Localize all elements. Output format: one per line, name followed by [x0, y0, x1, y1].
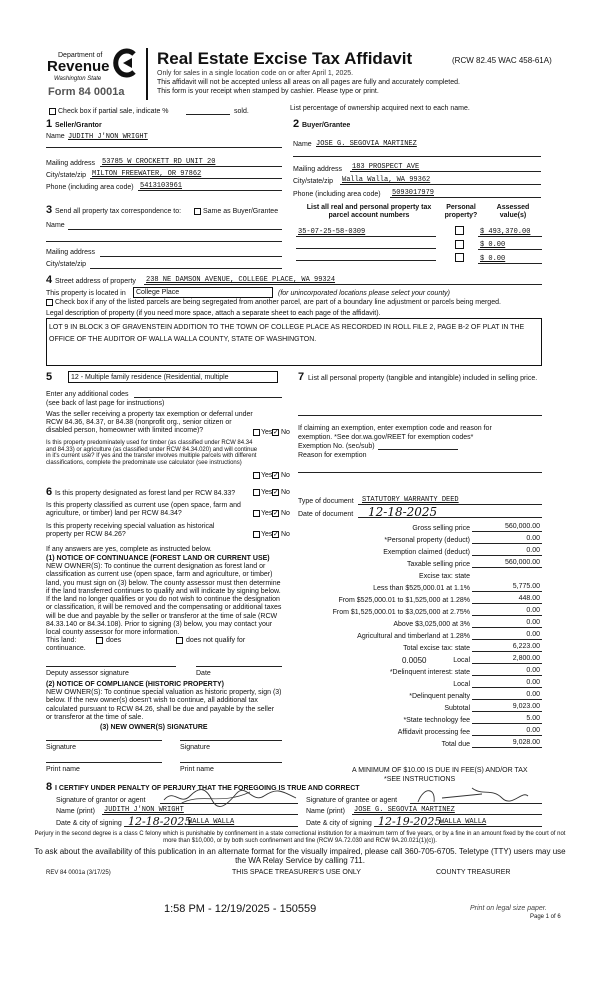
section3-heading: Send all property tax correspondence to: — [55, 208, 182, 215]
delinquent-interest-local-label: Local — [453, 681, 470, 688]
current-use-question: Is this property classified as current use (open space, farm and agriculture, or timber) land per RCW 84.34? — [46, 502, 241, 517]
agricultural-tax-label: Agricultural and timberland at 1.28% — [357, 633, 470, 640]
notice2-title: (2) NOTICE OF COMPLIANCE (HISTORIC PROPERTY) — [46, 681, 224, 688]
seller-city-line — [90, 178, 282, 179]
section3-blank-line — [46, 241, 282, 242]
personal-property-deduct-label: *Personal property (deduct) — [384, 537, 470, 544]
doc-date-label: Date of document — [298, 511, 354, 518]
exemption-claimed-line — [472, 555, 542, 556]
timber-no-checkbox[interactable]: ✓ — [273, 472, 279, 479]
grantee-date-field[interactable]: 12-19-2025 — [378, 815, 442, 828]
grantee-name-label: Name (print) — [306, 808, 345, 815]
tier1-tax-value[interactable]: 5,775.00 — [512, 583, 540, 590]
print-name-label-1: Print name — [46, 766, 80, 773]
header-note2: This affidavit will not be accepted unless all areas on all pages are fully and accurately completed. — [157, 79, 460, 86]
seller-name-field[interactable]: JUDITH J'NON WRIGHT — [68, 133, 148, 141]
buyer-name-field[interactable]: JOSE G. SEGOVIA MARTINEZ — [316, 140, 417, 148]
local-rate[interactable]: 0.0050 — [402, 656, 427, 665]
total-excise-state-label: Total excise tax: state — [403, 645, 470, 652]
timber-yes-checkbox[interactable] — [253, 472, 260, 479]
grantee-city-field[interactable]: WALLA WALLA — [440, 818, 487, 826]
buyer-phone-field[interactable]: 5093017979 — [392, 189, 435, 197]
notice3-title: (3) NEW OWNER(S) SIGNATURE — [100, 724, 208, 731]
reason-field[interactable] — [298, 472, 542, 473]
located-note: (for unincorporated locations please select your county) — [278, 290, 450, 297]
assessed-line-1 — [478, 236, 542, 237]
seller-city-label: City/state/zip — [46, 172, 87, 179]
tier3-tax-line — [472, 615, 542, 616]
answers-note: If any answers are yes, complete as instructed below. — [46, 546, 212, 553]
does-not-qualify-checkbox[interactable] — [176, 637, 183, 644]
timber-question: Is this property predominately used for timber (as classified under RCW 84.34 and 84.33) or agriculture (as classified under RCW 84.34.020) and will continue in it's current use? If yes and the transfer involves multiple parcels with different classifications, complete the predominate use calculator (see instructions) — [46, 440, 258, 466]
delinquent-interest-state-label: *Delinquent interest: state — [389, 669, 470, 676]
continuance-label: continuance. — [46, 645, 86, 652]
personal-property-field[interactable] — [298, 415, 542, 416]
delinquent-penalty-label: *Delinquent penalty — [409, 693, 470, 700]
does-qualify-checkbox[interactable] — [96, 637, 103, 644]
tier2-tax-line — [472, 603, 542, 604]
tier3-tax-label: From $1,525,000.01 to $3,025,000 at 2.75% — [332, 609, 470, 616]
ownership-note: List percentage of ownership acquired next to each name. — [290, 105, 470, 112]
delinquent-penalty-line — [472, 699, 542, 700]
legal-description-text: LOT 9 IN BLOCK 3 OF GRAVENSTEIN ADDITION TO THE TOWN OF COLLEGE PLACE AS RECORDED IN ROLL FILE 2, PAGE B-2 OF PLAT IN THE OFFICE OF THE AUDITOR OF WALLA WALLA COUNTY, STATE OF WASHINGTON. — [49, 324, 525, 343]
agricultural-tax-value[interactable]: 0.00 — [526, 631, 540, 638]
buyer-phone-label: Phone (including area code) — [293, 191, 381, 198]
parcel-number-1[interactable]: 35-07-25-58-0309 — [298, 228, 366, 236]
forest-no-checkbox[interactable]: ✓ — [273, 489, 279, 496]
buyer-mailing-field[interactable]: 183 PROSPECT AVE — [352, 163, 420, 171]
affidavit-processing-fee-value[interactable]: 0.00 — [526, 727, 540, 734]
local-label: Local — [453, 657, 470, 664]
taxable-selling-price-label: Taxable selling price — [406, 561, 470, 568]
grantor-date-field[interactable]: 12-18-2025 — [128, 815, 192, 828]
delinquent-interest-state-line — [472, 675, 542, 676]
form-title: Real Estate Excise Tax Affidavit — [157, 49, 413, 68]
tier4-tax-value[interactable]: 0.00 — [526, 619, 540, 626]
forest-no-label: No — [281, 489, 290, 496]
signature-label-1: Signature — [46, 744, 76, 751]
forest-question: Is this property designated as forest land per RCW 84.33? — [55, 490, 236, 497]
section3-city-field[interactable] — [90, 268, 282, 269]
treasurer-use-label: THIS SPACE TREASURER'S USE ONLY — [232, 869, 361, 876]
seller-mailing-field[interactable]: 53785 W CROCKETT RD UNIT 20 — [102, 158, 216, 166]
exemption-line1: If claiming an exemption, enter exemption code and reason for — [298, 425, 492, 432]
state-technology-fee-line — [472, 723, 542, 724]
forest-yes-label: Yes — [261, 489, 273, 496]
section3-number: 3 — [46, 204, 53, 216]
additional-codes-field[interactable] — [134, 397, 282, 398]
personal-property-deduct-value[interactable]: 0.00 — [526, 535, 540, 542]
this-land-label: This land: — [46, 637, 77, 644]
assessed-value-col-header: Assessed value(s) — [496, 204, 530, 219]
historic-no-checkbox[interactable]: ✓ — [273, 531, 279, 538]
seller-mailing-line — [100, 166, 282, 167]
excise-tax-state-label: Excise tax: state — [419, 573, 470, 580]
taxable-selling-price-line — [472, 567, 542, 568]
current-use-yes-label: Yes — [261, 510, 273, 517]
assessed-line-2 — [478, 249, 542, 250]
tier2-tax-label: From $525,000.01 to $1,525,000 at 1.28% — [338, 597, 470, 604]
tier4-tax-line — [472, 627, 542, 628]
local-value[interactable]: 2,800.00 — [512, 655, 540, 662]
subtotal-label: Subtotal — [444, 705, 470, 712]
exemption-claimed-label: Exemption claimed (deduct) — [383, 549, 470, 556]
dept-line3: Washington State — [54, 76, 102, 82]
new-owner-print-2[interactable] — [180, 762, 282, 763]
seller-blank-line — [46, 147, 282, 148]
dept-line1: Department of — [58, 52, 103, 59]
new-owner-print-1[interactable] — [46, 762, 162, 763]
segregated-checkbox[interactable] — [46, 299, 53, 306]
legal-paper-note: Print on legal size paper. — [470, 905, 547, 912]
total-excise-state-line — [472, 651, 542, 652]
delinquent-interest-state-value[interactable]: 0.00 — [526, 667, 540, 674]
delinquent-interest-local-line — [472, 687, 542, 688]
seller-name-label: Name — [46, 133, 65, 140]
exemption-no-checkbox[interactable]: ✓ — [273, 429, 279, 436]
grantee-signature-mark — [412, 784, 532, 808]
parcel-number-2[interactable] — [296, 248, 436, 249]
subtotal-value[interactable]: 9,023.00 — [512, 703, 540, 710]
form-number: Form 84 0001a — [48, 86, 125, 98]
taxable-selling-price-value[interactable]: 560,000.00 — [504, 559, 540, 566]
new-owner-signature-1[interactable] — [46, 740, 162, 741]
street-label: Street address of property — [55, 278, 136, 285]
street-field[interactable]: 238 NE DAMSON AVENUE, COLLEGE PLACE, WA 99324 — [146, 276, 336, 284]
notice2-body: NEW OWNER(S): To continue special valuation as historic property, sign (3) below. If the new owner(s) doesn't wish to continue, all additional tax calculated pursuant to RCW 84.26, shall be due and payable by the seller or transferor at the time of sale. — [46, 689, 282, 721]
partial-sale-label: Check box if partial sale, indicate % — [58, 108, 169, 115]
deputy-date-field[interactable] — [196, 666, 282, 667]
exemption-yes-checkbox[interactable] — [253, 429, 260, 436]
header-note3: This form is your receipt when stamped by cashier. Please type or print. — [157, 88, 379, 95]
total-due-label: Total due — [441, 741, 470, 748]
section1-number: 1 — [46, 118, 53, 130]
state-technology-fee-value[interactable]: 5.00 — [526, 715, 540, 722]
located-label: This property is located in — [46, 290, 126, 297]
notice1-title: (1) NOTICE OF CONTINUANCE (FOREST LAND OR CURRENT USE) — [46, 555, 270, 562]
deputy-date-label: Date — [196, 670, 211, 677]
buyer-name-label: Name — [293, 141, 312, 148]
grantee-date-line — [374, 826, 542, 827]
signature-label-2: Signature — [180, 744, 210, 751]
section3-mailing-field[interactable] — [100, 256, 282, 257]
exemption-claimed-value[interactable]: 0.00 — [526, 547, 540, 554]
partial-sale-checkbox[interactable] — [49, 108, 56, 115]
does-not-label: does not qualify for — [186, 637, 246, 644]
same-as-buyer-label: Same as Buyer/Grantee — [203, 208, 279, 215]
doc-date-line — [358, 517, 542, 518]
partial-sale-percent-field[interactable] — [186, 114, 230, 115]
assessed-value-2[interactable]: $ 0.00 — [480, 241, 506, 249]
doc-date-field[interactable]: 12-18-2025 — [368, 505, 438, 519]
does-label: does — [106, 637, 122, 644]
tier1-tax-label: Less than $525,000.01 at 1.1% — [373, 585, 470, 592]
personal-property-checkbox-2[interactable] — [455, 240, 464, 249]
section3-city-label: City/state/zip — [46, 261, 87, 268]
personal-property-checkbox-1[interactable] — [455, 226, 464, 235]
segregated-label: Check box if any of the listed parcels are being segregated from another parcel, are part of a boundary line adjustment or parcels being merged. — [55, 299, 501, 306]
page-number: Page 1 of 6 — [530, 914, 561, 920]
dept-logo-text: Revenue — [47, 58, 110, 75]
grantor-city-field[interactable]: WALLA WALLA — [188, 818, 235, 826]
additional-codes-label: Enter any additional codes — [46, 391, 129, 398]
buyer-city-label: City/state/zip — [293, 178, 334, 185]
buyer-blank-line — [293, 156, 541, 157]
delinquent-penalty-value[interactable]: 0.00 — [526, 691, 540, 698]
buyer-heading: Buyer/Grantee — [302, 122, 351, 129]
buyer-city-field[interactable]: Walla Walla, WA 99362 — [342, 176, 431, 184]
grantor-signature-label: Signature of grantor or agent — [56, 797, 146, 804]
personal-property-heading: List all personal property (tangible and intangible) included in selling price. — [308, 375, 538, 382]
section5-number: 5 — [46, 371, 53, 383]
same-as-buyer-checkbox[interactable] — [194, 208, 201, 215]
doc-type-label: Type of document — [298, 498, 354, 505]
form-rcw: (RCW 82.45 WAC 458-61A) — [452, 56, 552, 65]
seller-heading: Seller/Grantor — [55, 122, 102, 129]
see-back-note: (see back of last page for instructions) — [46, 400, 165, 407]
exemption-yes-label: Yes — [261, 429, 273, 436]
header-note1: Only for sales in a single location code on or after April 1, 2025. — [157, 70, 354, 77]
alternate-format-note: To ask about the availability of this publication in an alternate format for the visually impaired, please call 360-705-6705. Teletype (TTY) users may use the WA Relay Service by calling 711. — [34, 847, 566, 865]
buyer-mailing-label: Mailing address — [293, 166, 343, 173]
grantor-date-line — [124, 826, 298, 827]
revision-label: REV 84 0001a (3/17/25) — [46, 870, 111, 876]
partial-sale-sold: sold. — [234, 108, 249, 115]
timber-yes-label: Yes — [261, 472, 273, 479]
reason-label: Reason for exemption — [298, 452, 367, 459]
use-code-select[interactable] — [68, 371, 278, 383]
timestamp: 1:58 PM - 12/19/2025 - 150559 — [164, 903, 317, 915]
certify-heading: I CERTIFY UNDER PENALTY OF PERJURY THAT THE FOREGOING IS TRUE AND CORRECT — [55, 785, 360, 792]
header-divider — [146, 48, 148, 100]
tier1-tax-line — [472, 591, 542, 592]
gross-selling-price-label: Gross selling price — [412, 525, 470, 532]
assessed-line-3 — [478, 263, 542, 264]
use-code-value: 12 - Multiple family residence (Residential, multiple — [71, 374, 229, 381]
buyer-mailing-line — [350, 171, 541, 172]
subtotal-line — [472, 711, 542, 712]
current-use-no-label: No — [281, 510, 290, 517]
see-instructions: *SEE INSTRUCTIONS — [384, 776, 456, 783]
county-treasurer-label: COUNTY TREASURER — [436, 869, 511, 876]
section7-number: 7 — [298, 371, 305, 383]
historic-yes-checkbox[interactable] — [253, 531, 260, 538]
assessed-value-1[interactable]: $ 493,370.00 — [480, 228, 531, 236]
tier4-tax-label: Above $3,025,000 at 3% — [393, 621, 470, 628]
parcel-line-1 — [296, 236, 436, 237]
seller-phone-field[interactable]: 5413103961 — [140, 182, 183, 190]
section3-name-field[interactable] — [68, 229, 282, 230]
historic-no-label: No — [281, 531, 290, 538]
exemption-no-label: Exemption No. (sec/sub) — [298, 443, 375, 450]
total-due-value[interactable]: 9,028.00 — [512, 739, 540, 746]
street-line — [144, 284, 542, 285]
affidavit-processing-fee-label: Affidavit processing fee — [397, 729, 470, 736]
local-line — [472, 663, 542, 664]
historic-question: Is this property receiving special valuation as historical property per RCW 84.26? — [46, 523, 215, 538]
exemption-line2: exemption. *See dor.wa.gov/REET for exemption codes* — [298, 434, 474, 441]
section3-name-label: Name — [46, 222, 65, 229]
state-technology-fee-label: *State technology fee — [403, 717, 470, 724]
grantee-name-field[interactable]: JOSE G. SEGOVIA MARTINEZ — [354, 806, 455, 814]
legal-description-box[interactable] — [46, 318, 542, 366]
personal-property-deduct-line — [472, 543, 542, 544]
exemption-question: Was the seller receiving a property tax exemption or deferral under RCW 84.36, 84.37, or 84.38 (nonprofit org., senior citizen or disabled person, homeowner with limited income)? — [46, 411, 253, 434]
section3-mailing-label: Mailing address — [46, 249, 96, 256]
parcel-col-header: List all real and personal property tax parcel account numbers — [306, 204, 432, 219]
located-value: College Place — [136, 289, 180, 296]
buyer-city-line — [340, 184, 541, 185]
section4-number: 4 — [46, 274, 53, 286]
exemption-no-field[interactable] — [378, 449, 458, 450]
buyer-phone-line — [390, 197, 541, 198]
affidavit-processing-fee-line — [472, 735, 542, 736]
section8-number: 8 — [46, 781, 53, 793]
new-owner-signature-2[interactable] — [180, 740, 282, 741]
current-use-no-checkbox[interactable]: ✓ — [273, 510, 279, 517]
print-name-label-2: Print name — [180, 766, 214, 773]
exemption-no-label: No — [281, 429, 290, 436]
grantee-date-label: Date & city of signing — [306, 820, 372, 827]
total-excise-state-value[interactable]: 6,223.00 — [512, 643, 540, 650]
located-select[interactable] — [133, 287, 273, 298]
notice1-body: NEW OWNER(S): To continue the current designation as forest land or classification as current use (open space, farm and agriculture, or timber) land, you must sign on (3) below. The county assessor must then determine if the land transferred continues to qualify and will indicate by signing below. If the land no longer qualifies or you do not wish to continue the designation or classification, it will be removed and the compensating or additional taxes will be due and payable by the seller or transferor at the time of sale (RCW 84.33.140 or 84.34.108). Prior to signing (3) below, you may contact your local county assessor for more information. — [46, 563, 282, 637]
grantor-name-field[interactable]: JUDITH J'NON WRIGHT — [104, 806, 184, 814]
grantor-signature-mark — [160, 786, 300, 808]
seller-phone-line — [138, 190, 282, 191]
personal-property-col-header: Personal property? — [444, 204, 478, 219]
gross-selling-price-line — [472, 531, 542, 532]
section2-number: 2 — [293, 118, 300, 130]
forest-yes-checkbox[interactable] — [253, 489, 260, 496]
agricultural-tax-line — [472, 639, 542, 640]
revenue-logo-icon — [112, 48, 138, 78]
legal-label: Legal description of property (if you need more space, attach a separate sheet to each page of the affidavit). — [46, 310, 381, 317]
total-due-line — [472, 747, 542, 748]
seller-city-field[interactable]: MILTON FREEWATER, OR 97862 — [92, 170, 202, 178]
assessed-value-3[interactable]: $ 0.00 — [480, 255, 506, 263]
current-use-yes-checkbox[interactable] — [253, 510, 260, 517]
section6-number: 6 — [46, 486, 53, 498]
gross-selling-price-value[interactable]: 560,000.00 — [504, 523, 540, 530]
delinquent-interest-local-value[interactable]: 0.00 — [526, 679, 540, 686]
deputy-signature-field[interactable] — [46, 666, 176, 667]
minimum-note: A MINIMUM OF $10.00 IS DUE IN FEE(S) AND/OR TAX — [352, 767, 528, 774]
historic-yes-label: Yes — [261, 531, 273, 538]
grantee-signature-label: Signature of grantee or agent — [306, 797, 398, 804]
personal-property-checkbox-3[interactable] — [455, 253, 464, 262]
grantor-date-label: Date & city of signing — [56, 820, 122, 827]
seller-mailing-label: Mailing address — [46, 160, 96, 167]
perjury-note: Perjury in the second degree is a class C felony which is punishable by confinement in a state correctional institution for a maximum term of five years, or by a fine in an amount fixed by the court of not more than $10,000, or by both such confinement and fine (RCW 9A.72.030 and RCW 9A.20.021(1)(c)). — [34, 831, 566, 844]
tier2-tax-value[interactable]: 448.00 — [518, 595, 540, 602]
seller-phone-label: Phone (including area code) — [46, 184, 134, 191]
tier3-tax-value[interactable]: 0.00 — [526, 607, 540, 614]
deputy-label: Deputy assessor signature — [46, 670, 129, 677]
doc-type-field[interactable]: STATUTORY WARRANTY DEED — [362, 496, 459, 504]
grantor-name-label: Name (print) — [56, 808, 95, 815]
timber-no-label: No — [281, 472, 290, 479]
parcel-number-3[interactable] — [296, 260, 436, 261]
